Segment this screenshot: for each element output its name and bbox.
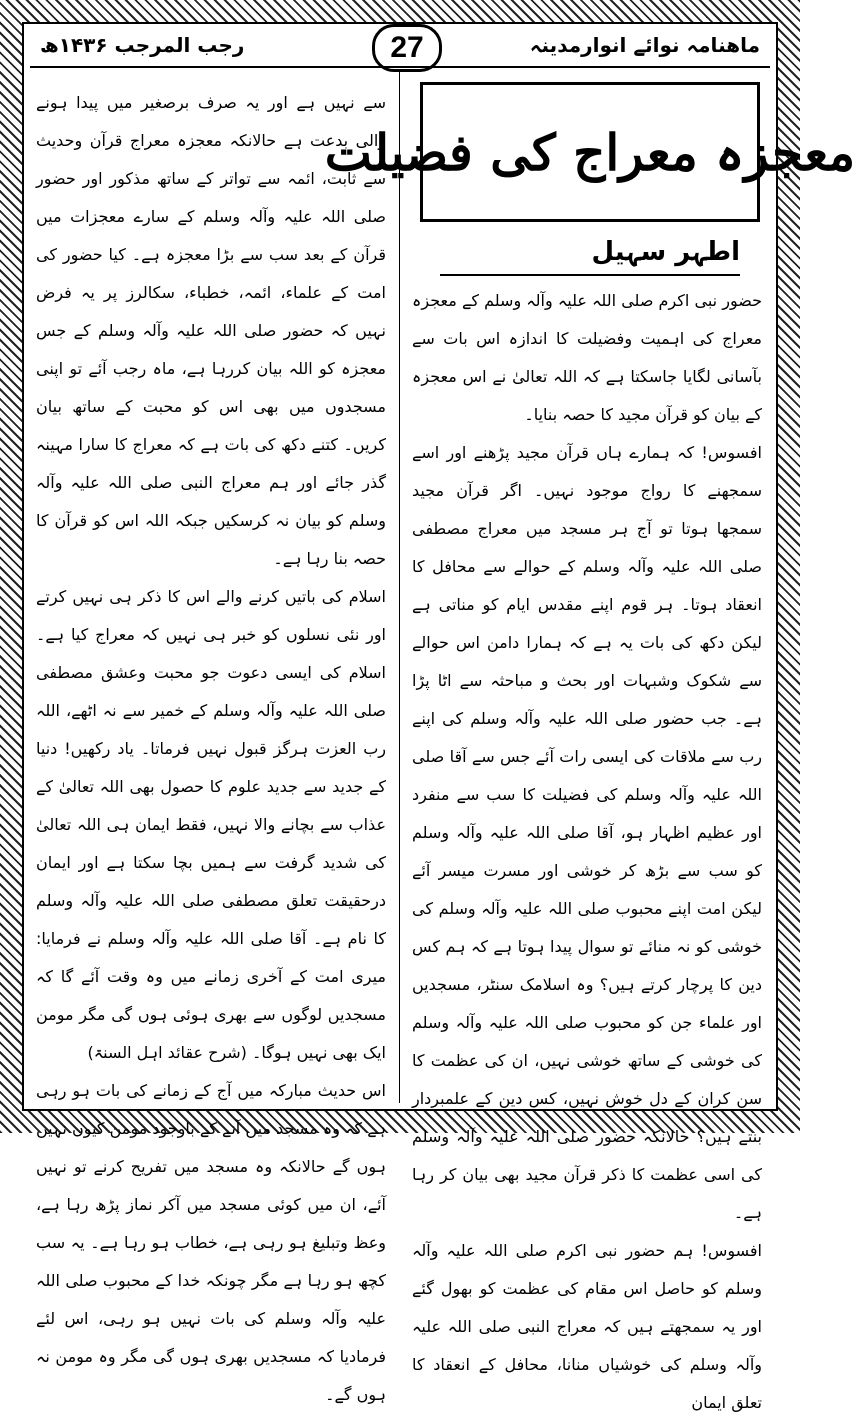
magazine-name: ماھنامہ نوائے انوارمدینہ [529, 33, 760, 57]
paragraph: افسوس! کہ ہمارے ہاں قرآن مجید پڑھنے اور اسے سمجھنے کا رواج موجود نہیں۔ اگر قرآن مجید سمجھا ہوتا تو آج ہر مسجد میں معراج مصطفی صلی اللہ علیہ وآلہ وسلم کے حوالے سے محافل کا انعقاد ہوتا۔ ہر قوم اپنے مقدس ایام کو مناتی ہے لیکن دکھ کی بات یہ ہے کہ ہمارا دامن اس حوالے سے شکوک وشبہات اور بحث و مباحثہ سے اٹا پڑا ہے۔ جب حضور صلی اللہ علیہ وآلہ وسلم کی اپنے رب سے ملاقات کی ایسی رات آئے جس سے آقا صلی اللہ علیہ وآلہ وسلم کی فضیلت کا سب سے منفرد اور عظیم اظہار ہو، آقا صلی اللہ علیہ وآلہ وسلم کو سب سے بڑھ کر خوشی اور مسرت میسر آئے لیکن امت اپنے محبوب صلی اللہ علیہ وآلہ وسلم کی خوشی کو نہ منائے تو سوال پیدا ہوتا ہے کہ ہم کس دین کا پرچار کرتے ہیں؟ وہ اسلامک سنٹر، مسجدیں اور علماء جن کو محبوب صلی اللہ علیہ وآلہ وسلم کی خوشی کے ساتھ خوشی نہیں، ان کی عظمت کا سن کران کے دل خوش نہیں، کس دین کے علمبردار بنتے ہیں؟ حالانکہ حضور صلی اللہ علیہ وآلہ وسلم کی اسی عظمت کا ذکر قرآن مجید بھی بیان کر رہا ہے۔ [412, 443, 762, 1222]
article-title: معجزہ معراج کی فضیلت [324, 122, 855, 182]
article-author: اطہر سہیل [591, 237, 740, 267]
paragraph: حضور نبی اکرم صلی اللہ علیہ وآلہ وسلم کے معجزہ معراج کی اہمیت وفضیلت کا اندازہ اس بات سے بآسانی لگایا جاسکتا ہے کہ اللہ تعالیٰ نے اس معجزہ کے بیان کو قرآن مجید کا حصہ بنایا۔ [412, 291, 762, 424]
header-divider [30, 66, 770, 68]
title-box [324, 82, 855, 222]
page-number: 27 [372, 24, 442, 72]
issue-date: رجب المرجب ۱۴۳۶ھ [40, 33, 245, 57]
paragraph: اس حدیث مبارکہ میں آج کے زمانے کی بات ہو رہی ہے کہ وہ مسجد میں آنے کے باوجود مومن کیوں نہیں ہوں گے حالانکہ وہ مسجد میں تفریح کرنے تو نہیں آئے، ان میں کوئی مسجد میں آکر نماز پڑھ رہا ہے، وعظ وتبلیغ ہو رہی ہے، خطاب ہو رہا ہے۔ یہ سب کچھ ہو رہا ہے مگر چونکہ خدا کے محبوب صلی اللہ علیہ وآلہ وسلم کی بات نہیں ہو رہی، اس لئے فرمادیا کہ مسجدیں بھری ہوں گی مگر وہ مومن نہ ہوں گے۔ [36, 1081, 386, 1404]
paragraph: افسوس! ہم حضور نبی اکرم صلی اللہ علیہ وآلہ وسلم کو حاصل اس مقام کی عظمت کو بھول گئے اور یہ سمجھتے ہیں کہ معراج النبی صلی اللہ علیہ وآلہ وسلم کی خوشیاں منانا، محافل کے انعقاد کا تعلق ایمان [412, 1241, 762, 1412]
left-column [36, 84, 386, 1414]
column-divider [399, 72, 400, 1103]
author-underline [440, 274, 740, 276]
right-column [412, 282, 762, 1422]
paragraph: سے نہیں ہے اور یہ صرف برصغیر میں پیدا ہونے والی بدعت ہے حالانکہ معجزہ معراج قرآن وحدیث سے ثابت، ائمہ سے تواتر کے ساتھ مذکور اور حضور صلی اللہ علیہ وآلہ وسلم کے سارے معجزات میں قرآن کے بعد سب سے بڑا معجزہ ہے۔ کیا حضور کی امت کے علماء، ائمہ، خطباء، سکالرز پر یہ فرض نہیں کہ حضور صلی اللہ علیہ وآلہ وسلم کے جس معجزہ کو اللہ بیان کررہا ہے، ماہ رجب آئے تو اپنی مسجدوں میں بھی اس کو محبت کے ساتھ بیان کریں۔ کتنے دکھ کی بات ہے کہ معراج کا سارا مہینہ گذر جائے اور ہم معراج النبی صلی اللہ علیہ وآلہ وسلم کو بیان نہ کرسکیں جبکہ اللہ اس کو قرآن کا حصہ بنا رہا ہے۔ [36, 93, 386, 568]
paragraph: اسلام کی باتیں کرنے والے اس کا ذکر ہی نہیں کرتے اور نئی نسلوں کو خبر ہی نہیں کہ معراج کیا ہے۔ اسلام کی ایسی دعوت جو محبت وعشق مصطفی صلی اللہ علیہ وآلہ وسلم کے خمیر سے نہ اٹھے، اللہ رب العزت ہرگز قبول نہیں فرماتا۔ یاد رکھیں! دنیا کے جدید سے جدید علوم کا حصول بھی اللہ تعالیٰ کے عذاب سے بچانے والا نہیں، فقط ایمان ہی اللہ تعالیٰ کی شدید گرفت سے ہمیں بچا سکتا ہے اور ایمان درحقیقت تعلق مصطفی صلی اللہ علیہ وآلہ وسلم کا نام ہے۔ آقا صلی اللہ علیہ وآلہ وسلم نے فرمایا: میری امت کے آخری زمانے میں وہ وقت آئے گا کہ مسجدیں لوگوں سے بھری ہوئی ہوں گی مگر مومن ایک بھی نہیں ہوگا۔ (شرح عقائد اہل السنۃ) [36, 587, 386, 1062]
